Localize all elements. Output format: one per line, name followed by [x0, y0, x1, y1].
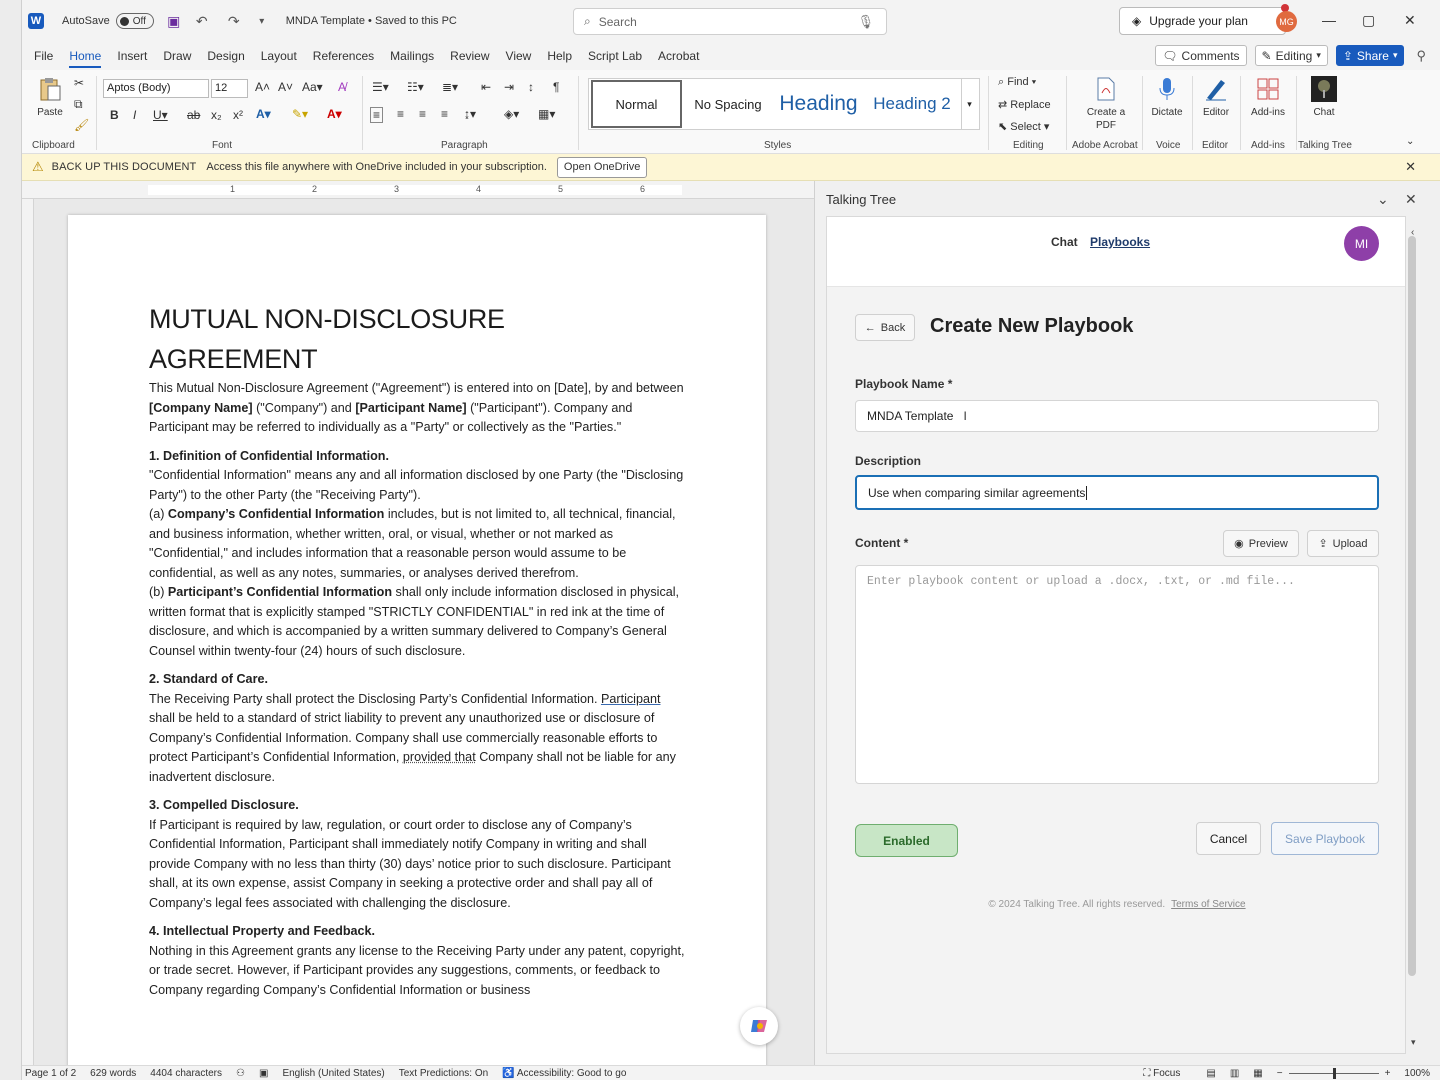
maximize-icon[interactable]: ▢ — [1362, 12, 1376, 28]
divider — [988, 76, 989, 150]
caret — [1086, 486, 1087, 500]
company-name-placeholder: [Company Name] — [149, 400, 253, 415]
shading-icon[interactable]: ◈▾ — [504, 107, 520, 121]
word-count[interactable]: 629 words — [90, 1067, 137, 1079]
comments-label: Comments — [1181, 48, 1240, 63]
style-no-spacing[interactable]: No Spacing — [694, 96, 762, 112]
intro-paragraph — [149, 379, 689, 438]
title-bar — [22, 0, 1440, 42]
tab-layout[interactable]: Layout — [260, 49, 297, 63]
paste-button[interactable] — [30, 76, 70, 119]
preview-label: Preview — [1248, 537, 1288, 550]
participant-name-placeholder: [Participant Name] — [355, 400, 467, 415]
document-body[interactable] — [149, 299, 689, 1009]
web-layout-icon[interactable]: ▦ — [1253, 1068, 1263, 1079]
tree-logo-icon — [1311, 76, 1337, 102]
intro-text-c: ("Participant"). Company and Participant may be referred to individually as a "Party" or collectively as the "Parties." — [149, 400, 633, 434]
upgrade-plan-button[interactable] — [1119, 7, 1286, 35]
chevron-down-icon: ▾ — [1392, 50, 1398, 60]
focus-label: Focus — [1153, 1068, 1181, 1079]
ribbon — [22, 70, 1440, 154]
accessibility-status[interactable] — [502, 1068, 626, 1079]
ruler-tick-4: 4 — [476, 184, 482, 194]
section-4-heading: 4. Intellectual Property and Feedback. — [149, 924, 376, 938]
multilevel-list-icon[interactable]: ≣▾ — [442, 80, 459, 94]
autosave-label: AutoSave — [62, 15, 110, 27]
info-bar-message: Access this file anywhere with OneDrive included in your subscription. — [206, 161, 547, 173]
italic-icon[interactable]: I — [133, 108, 137, 122]
chevron-down-icon: ▾ — [1316, 50, 1321, 60]
document-area — [22, 181, 814, 1065]
copyright-text: © 2024 Talking Tree. All rights reserved. — [988, 899, 1166, 910]
style-normal[interactable]: Normal — [591, 80, 682, 128]
info-bar-title: BACK UP THIS DOCUMENT — [51, 161, 197, 173]
section-1a-bold: Company’s Confidential Information — [167, 507, 385, 521]
styles-more-icon[interactable]: ▾ — [961, 79, 977, 129]
group-talking-tree: Talking Tree — [1298, 140, 1352, 151]
cancel-button[interactable]: Cancel — [1196, 822, 1261, 855]
section-1a-text: includes, but is not limited to, all technical, financial, and business information, whether written, oral, or visual, whether or not marked as "Confidential," and includes information that a reasonable person would assume to be confidential, as well as any notes, summaries, or analyses derived therefrom. — [149, 507, 676, 580]
section-3-heading: 3. Compelled Disclosure. — [149, 798, 299, 812]
back-button[interactable] — [855, 314, 915, 341]
upload-icon: ⇪ — [1318, 538, 1328, 550]
section-1a-paragraph — [149, 505, 689, 583]
section-1b-bold: Participant’s Confidential Information — [167, 585, 393, 599]
sort-icon[interactable]: ↕ — [528, 80, 534, 94]
text-predictions-status[interactable]: Text Predictions: On — [398, 1067, 489, 1079]
replace-button[interactable] — [998, 98, 1051, 111]
toggle-knob — [120, 17, 129, 26]
editing-mode-button[interactable] — [1255, 45, 1328, 66]
find-icon: ⌕ — [998, 76, 1008, 88]
replace-icon: ⇄ — [998, 99, 1011, 111]
warning-icon: ⚠ — [32, 159, 44, 174]
minimize-icon[interactable]: — — [1322, 12, 1336, 28]
section-2-text-1: The Receiving Party shall protect the Disclosing Party’s Confidential Information. — [149, 691, 598, 706]
section-1b-prefix: (b) — [149, 585, 168, 599]
tab-playbooks[interactable]: Playbooks — [1090, 235, 1151, 249]
scroll-down-icon[interactable]: ▾ — [1411, 1037, 1416, 1047]
playbook-name-input[interactable] — [855, 400, 1379, 432]
content-textarea[interactable] — [855, 565, 1379, 784]
tab-view[interactable]: View — [505, 49, 532, 63]
style-heading-2[interactable]: Heading 2 — [873, 94, 951, 113]
editor-button[interactable] — [1198, 76, 1234, 119]
bullets-icon[interactable]: ☰▾ — [372, 80, 389, 94]
strikethrough-icon[interactable]: ab — [187, 108, 201, 122]
microphone-icon[interactable]: 🎙 — [857, 14, 874, 29]
customize-toolbar-icon[interactable]: ▾ — [259, 15, 265, 27]
accessibility-icon: ♿ — [502, 1067, 517, 1079]
autosave-state: Off — [132, 15, 146, 27]
divider — [1192, 76, 1193, 150]
arrow-left-icon: ← — [864, 321, 876, 334]
ruler-tick-3: 3 — [394, 184, 400, 194]
status-bar-right — [1129, 1066, 1440, 1080]
group-font: Font — [212, 140, 233, 151]
tab-script-lab[interactable]: Script Lab — [588, 49, 643, 63]
section-1-paragraph: "Confidential Information" means any and all information disclosed by one Party (the "Disclosing Party") to the other Party (the "Receiving Party"). — [149, 468, 684, 502]
group-editor: Editor — [1202, 140, 1229, 151]
divider — [1240, 76, 1241, 150]
focus-button[interactable] — [1143, 1068, 1180, 1079]
section-1a-prefix: (a) — [149, 507, 168, 521]
section-2-text-2: shall be held to a standard of strict liability to prevent any unauthorized use or disclosure of Company’s Confidential Information. Company shall use commercially reasonable efforts to protect Participant’s Confidential Information, — [149, 711, 658, 764]
section-2-participant: Participant — [600, 691, 661, 706]
focus-icon: ⛶ — [1143, 1068, 1154, 1079]
diamond-icon: ◈ — [1132, 14, 1142, 28]
onedrive-info-bar — [22, 154, 1440, 181]
terms-link[interactable]: Terms of Service — [1171, 899, 1246, 910]
line-spacing-icon[interactable]: ↨▾ — [464, 107, 477, 121]
undo-icon[interactable]: ↶ — [195, 12, 208, 29]
pencil-icon: ✎ — [1261, 48, 1272, 63]
replace-label: Replace — [1010, 99, 1051, 111]
increase-indent-icon[interactable]: ⇥ — [504, 80, 515, 94]
back-label: Back — [880, 321, 906, 334]
share-icon: ⇪ — [1342, 48, 1353, 63]
section-2-heading: 2. Standard of Care. — [149, 672, 268, 686]
language-status[interactable]: English (United States) — [282, 1067, 385, 1079]
autosave-toggle[interactable] — [116, 13, 154, 29]
addins-label: Add-ins — [1251, 107, 1285, 118]
chevron-down-icon[interactable]: ⌄ — [1377, 191, 1389, 207]
bold-icon[interactable]: B — [110, 108, 119, 122]
playbook-name-value: MNDA Template — [867, 409, 954, 423]
description-value: Use when comparing similar agreements — [868, 485, 1086, 500]
text-cursor-icon: I — [963, 409, 967, 423]
numbering-icon[interactable]: ☷▾ — [407, 80, 424, 94]
copy-icon[interactable]: ⧉ — [74, 97, 83, 111]
zoom-level[interactable]: 100% — [1404, 1068, 1430, 1079]
description-label: Description — [855, 454, 922, 468]
close-icon[interactable]: ✕ — [1405, 159, 1416, 174]
find-button[interactable]: ⌕ Find ▾ — [998, 76, 1037, 88]
intro-text-b: ("Company") and — [252, 400, 356, 415]
print-layout-icon[interactable]: ▥ — [1229, 1068, 1240, 1079]
share-label: Share — [1356, 48, 1389, 63]
page-count[interactable]: Page 1 of 2 — [25, 1067, 77, 1079]
underline-icon[interactable]: U▾ — [153, 108, 168, 122]
highlight-icon[interactable]: ✎▾ — [292, 107, 309, 121]
section-1b-paragraph — [149, 583, 689, 661]
proofing-icon[interactable]: ⚇ — [236, 1067, 245, 1079]
align-right-icon[interactable]: ≡ — [419, 107, 427, 121]
upload-label: Upload — [1332, 537, 1368, 550]
font-color-icon[interactable]: A▾ — [327, 107, 342, 121]
ribbon-collapse-icon[interactable]: ⌄ — [1406, 136, 1415, 147]
share-button[interactable] — [1336, 45, 1405, 66]
tab-draw[interactable]: Draw — [163, 49, 192, 63]
word-app-icon: W — [28, 13, 44, 29]
section-2-text-3: Company shall not be liable for any inadvertent disclosure. — [149, 750, 676, 784]
font-name-select[interactable]: Aptos (Body) — [103, 79, 209, 98]
copilot-icon — [749, 1016, 769, 1036]
enabled-toggle-button[interactable]: Enabled — [855, 824, 958, 857]
create-pdf-button[interactable] — [1080, 76, 1132, 132]
zoom-slider-thumb[interactable] — [1333, 1068, 1336, 1079]
divider — [1142, 76, 1143, 150]
addins-button[interactable] — [1244, 76, 1292, 119]
show-formatting-icon[interactable]: ¶ — [553, 80, 560, 94]
scroll-up-icon[interactable]: ‹ — [1411, 227, 1415, 238]
upload-button[interactable] — [1307, 530, 1379, 557]
tab-chat[interactable]: Chat — [1051, 235, 1078, 249]
select-button[interactable]: ⬉ Select ▾ — [998, 121, 1050, 133]
select-label: Select — [1010, 121, 1041, 133]
document-title[interactable]: MNDA Template • Saved to this PC — [285, 15, 457, 27]
talking-tree-chat-button[interactable] — [1304, 76, 1344, 119]
intro-text-a: This Mutual Non-Disclosure Agreement ("Agreement") is entered into on [Date], by and between — [149, 381, 684, 395]
document-title-line-2: AGREEMENT — [149, 344, 318, 374]
editor-label: Editor — [1202, 107, 1230, 118]
tab-design[interactable]: Design — [207, 49, 245, 63]
section-2-paragraph — [149, 690, 689, 788]
eye-icon: ◉ — [1234, 538, 1244, 550]
tab-file[interactable]: File — [34, 49, 54, 63]
clipboard-icon — [37, 76, 63, 102]
task-pane — [814, 181, 1440, 1065]
search-icon: ⌕ — [584, 14, 591, 28]
editor-pen-icon — [1203, 76, 1229, 102]
superscript-icon[interactable]: x² — [233, 108, 243, 122]
editing-label: Editing — [1275, 48, 1313, 63]
tab-review[interactable]: Review — [450, 49, 490, 63]
find-label: Find — [1007, 76, 1029, 88]
tab-references[interactable]: References — [312, 49, 375, 63]
tab-mailings[interactable]: Mailings — [390, 49, 435, 63]
ruler-text-area — [148, 185, 682, 195]
grow-font-icon[interactable]: A˄ — [255, 80, 271, 94]
window-left-edge — [0, 0, 22, 1080]
style-heading[interactable]: Heading — [779, 92, 858, 115]
tab-insert[interactable]: Insert — [117, 49, 148, 63]
search-placeholder: Search — [598, 14, 637, 29]
group-paragraph: Paragraph — [441, 140, 488, 151]
group-clipboard: Clipboard — [32, 140, 75, 151]
create-pdf-label: Create a PDF — [1086, 107, 1126, 131]
pdf-icon — [1093, 76, 1119, 102]
divider — [362, 76, 363, 150]
divider — [1066, 76, 1067, 150]
copilot-button[interactable] — [740, 1007, 778, 1045]
group-styles: Styles — [764, 140, 792, 151]
group-editing: Editing — [1013, 140, 1044, 151]
comments-button[interactable] — [1155, 45, 1246, 66]
vertical-ruler[interactable] — [22, 199, 34, 1065]
playbook-name-label: Playbook Name * — [855, 377, 953, 391]
redo-icon[interactable]: ↷ — [227, 12, 240, 29]
format-painter-icon[interactable]: 🖌 — [74, 118, 90, 132]
divider — [96, 76, 97, 150]
cursor-icon: ⬉ — [998, 121, 1011, 133]
ruler-tick-6: 6 — [640, 184, 646, 194]
font-size-select[interactable]: 12 — [211, 79, 248, 98]
align-left-icon[interactable]: ≡ — [370, 107, 383, 123]
divider — [1296, 76, 1297, 150]
pane-title: Talking Tree — [826, 192, 897, 207]
content-placeholder: Enter playbook content or upload a .docx, .txt, or .md file... — [867, 575, 1295, 588]
talking-tree-addin — [826, 216, 1406, 1054]
section-1b-text: shall only include information disclosed in physical, written format that is explicitly stamped "STRICTLY CONFIDENTIAL" in red ink at the time of disclosure, and which is accompanied by a written summary delivered to Company’s General Counsel within twenty-four (24) hours of such disclosure. — [149, 585, 680, 658]
zoom-in-icon[interactable]: + — [1384, 1068, 1391, 1079]
close-window-icon[interactable]: ✕ — [1404, 12, 1416, 28]
save-icon[interactable]: ▣ — [167, 12, 181, 29]
ruler-tick-5: 5 — [558, 184, 564, 194]
align-center-icon[interactable]: ≡ — [397, 107, 405, 121]
justify-icon[interactable]: ≡ — [441, 107, 449, 121]
zoom-slider[interactable] — [1289, 1073, 1379, 1074]
save-playbook-button[interactable]: Save Playbook — [1271, 822, 1379, 855]
pane-scrollbar[interactable] — [1408, 236, 1416, 976]
copilot-ribbon-icon[interactable]: ⚲ — [1416, 47, 1426, 63]
dictate-label: Dictate — [1151, 107, 1183, 118]
character-count[interactable]: 4404 characters — [150, 1067, 223, 1079]
comment-icon: 🗨 — [1162, 48, 1178, 63]
close-pane-icon[interactable]: ✕ — [1405, 191, 1417, 207]
shrink-font-icon[interactable]: A˅ — [278, 80, 294, 94]
preview-button[interactable] — [1223, 530, 1299, 557]
group-adobe: Adobe Acrobat — [1072, 140, 1138, 151]
ruler-tick-1: 1 — [230, 184, 236, 194]
text-effects-icon[interactable]: A▾ — [256, 107, 271, 121]
styles-gallery — [588, 78, 980, 130]
section-2-provided-that: provided that — [402, 750, 476, 764]
menu-bar — [22, 42, 1440, 70]
content-label: Content * — [855, 536, 909, 550]
menu-right-actions — [1155, 45, 1440, 66]
macro-icon[interactable]: ▣ — [258, 1067, 269, 1079]
section-3-paragraph: If Participant is required by law, regulation, or court order to disclose any of Company’s Confidential Information, Participant shall immediately notify Company in writing and shall provide Company with no less than thirty (30) days’ notice prior to such disclosure. Participant shall, at its own expense, assist Company in seeking a protective order and shall pay all of Company’s legal fees associated with challenging the disclosure. — [149, 817, 671, 910]
tab-help[interactable]: Help — [547, 49, 573, 63]
addin-footer — [827, 899, 1406, 910]
section-1-heading: 1. Definition of Confidential Information. — [149, 448, 389, 463]
addin-header — [827, 217, 1406, 287]
paste-label: Paste — [37, 107, 63, 118]
user-avatar[interactable]: MI — [1344, 226, 1379, 261]
change-case-icon[interactable]: Aa▾ — [302, 80, 323, 94]
horizontal-ruler[interactable] — [22, 181, 814, 199]
zoom-out-icon[interactable]: − — [1276, 1068, 1283, 1079]
divider — [578, 76, 579, 150]
description-input[interactable] — [855, 475, 1379, 510]
group-voice: Voice — [1156, 140, 1181, 151]
tab-home[interactable]: Home — [61, 42, 109, 70]
decrease-indent-icon[interactable]: ⇤ — [481, 80, 492, 94]
upgrade-label: Upgrade your plan — [1149, 14, 1248, 28]
chat-label: Chat — [1313, 107, 1335, 118]
accessibility-label: Accessibility: Good to go — [516, 1067, 627, 1079]
ruler-tick-2: 2 — [312, 184, 318, 194]
clear-formatting-icon[interactable]: A̸ — [338, 80, 347, 94]
status-bar — [22, 1065, 1440, 1080]
document-title-line-1: MUTUAL NON-DISCLOSURE — [149, 304, 505, 334]
search-input[interactable] — [573, 8, 887, 35]
grid-icon — [1255, 76, 1281, 102]
cut-icon[interactable]: ✂ — [74, 76, 85, 90]
open-onedrive-button[interactable]: Open OneDrive — [557, 157, 647, 178]
create-playbook-heading: Create New Playbook — [930, 315, 1134, 337]
read-mode-icon[interactable]: ▤ — [1206, 1068, 1216, 1079]
subscript-icon[interactable]: x₂ — [211, 108, 222, 122]
section-4-paragraph: Nothing in this Agreement grants any license to the Receiving Party under any patent, copyright, or trade secret. However, if Participant provides any suggestions, comments, or feedback to Company regarding Company’s Confidential Information or business — [149, 943, 685, 997]
tab-acrobat[interactable]: Acrobat — [658, 49, 700, 63]
document-page[interactable] — [68, 215, 766, 1065]
account-avatar[interactable]: MG — [1276, 11, 1297, 32]
dictate-button[interactable] — [1146, 76, 1188, 119]
borders-icon[interactable]: ▦▾ — [538, 107, 556, 121]
group-addins: Add-ins — [1251, 140, 1285, 151]
microphone-icon — [1154, 76, 1180, 102]
